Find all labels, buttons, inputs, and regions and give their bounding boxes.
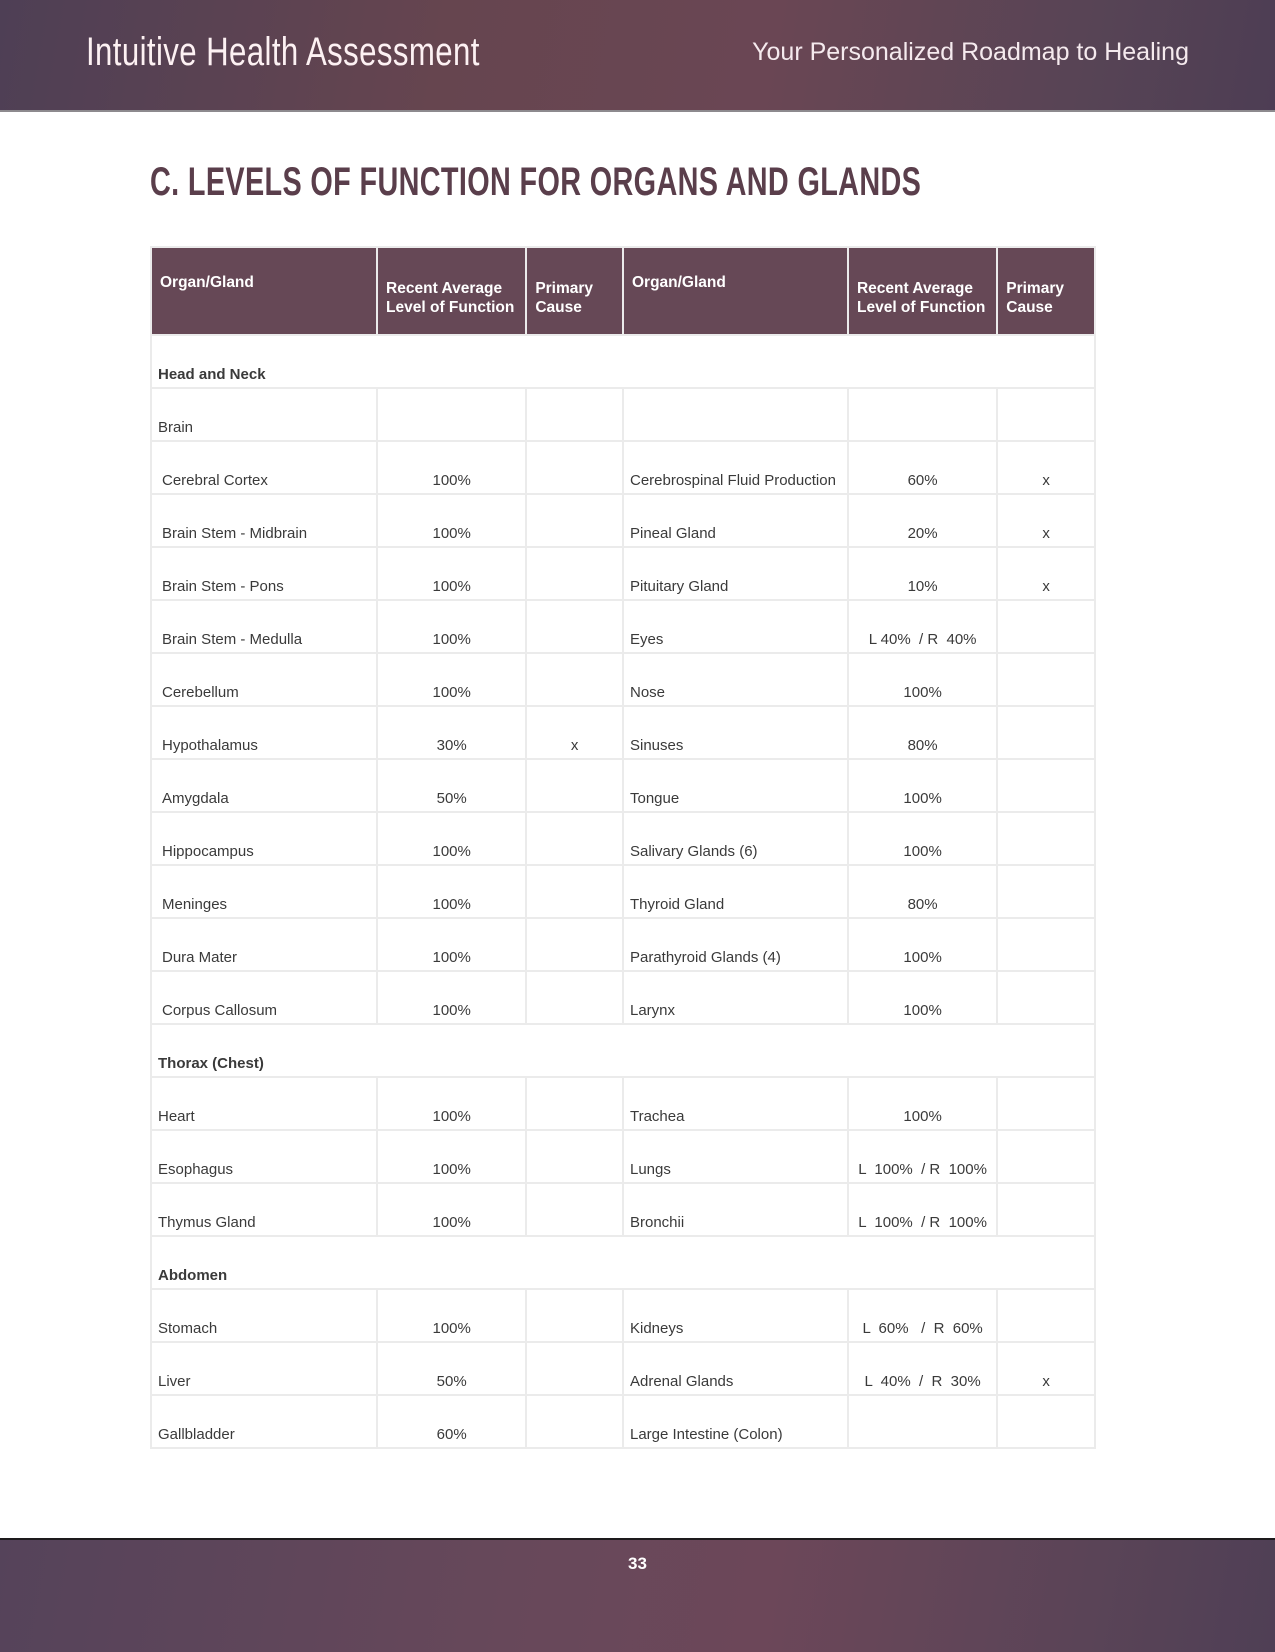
page-number: 33 <box>628 1554 647 1573</box>
page-footer <box>0 1538 1275 1652</box>
primary-cause-cell <box>998 1078 1094 1129</box>
function-level-cell: 100% <box>378 1131 525 1182</box>
function-level-cell: 10% <box>849 548 996 599</box>
function-level-cell: 100% <box>849 1078 996 1129</box>
organ-name-cell: Nose <box>624 654 847 705</box>
organ-name-cell: Larynx <box>624 972 847 1023</box>
function-level-cell: L 60% / R 60% <box>849 1290 996 1341</box>
organ-name-cell: Kidneys <box>624 1290 847 1341</box>
function-level-cell <box>849 1396 996 1447</box>
primary-cause-cell <box>998 1184 1094 1235</box>
organ-name-cell: Stomach <box>152 1290 376 1341</box>
primary-cause-cell <box>527 1078 622 1129</box>
primary-cause-cell <box>998 866 1094 917</box>
organ-name-cell: Esophagus <box>152 1131 376 1182</box>
col-header-level: Recent Average Level of Function <box>378 248 525 334</box>
primary-cause-cell <box>998 760 1094 811</box>
organ-name-cell: Tongue <box>624 760 847 811</box>
primary-cause-cell <box>527 760 622 811</box>
function-level-cell: L 40% / R 40% <box>849 601 996 652</box>
empty-cell <box>849 389 996 440</box>
primary-cause-cell <box>527 1396 622 1447</box>
table-header-row <box>152 248 1094 334</box>
organ-name-cell: Sinuses <box>624 707 847 758</box>
primary-cause-cell <box>527 1343 622 1394</box>
organ-name-cell: Parathyroid Glands (4) <box>624 919 847 970</box>
organ-name-cell: Brain Stem - Pons <box>152 548 376 599</box>
organ-name-cell: Brain Stem - Medulla <box>152 601 376 652</box>
empty-cell <box>378 389 525 440</box>
subsection-row-brain <box>152 389 1094 440</box>
primary-cause-cell: x <box>998 1343 1094 1394</box>
empty-cell <box>624 389 847 440</box>
table-row <box>152 601 1094 652</box>
function-level-cell: 100% <box>849 654 996 705</box>
table-row <box>152 1343 1094 1394</box>
organ-name-cell: Salivary Glands (6) <box>624 813 847 864</box>
primary-cause-cell <box>998 1396 1094 1447</box>
function-level-cell: 100% <box>849 972 996 1023</box>
col-header-level-2: Recent Average Level of Function <box>849 248 996 334</box>
function-level-cell: 100% <box>378 813 525 864</box>
primary-cause-cell <box>527 813 622 864</box>
col-header-organ-2: Organ/Gland <box>624 248 847 334</box>
table-row <box>152 1396 1094 1447</box>
organ-name-cell: Cerebral Cortex <box>152 442 376 493</box>
document-title: Intuitive Health Assessment <box>86 30 480 74</box>
primary-cause-cell <box>998 919 1094 970</box>
section-row-thorax <box>152 1025 1094 1076</box>
primary-cause-cell <box>527 866 622 917</box>
document-subtitle: Your Personalized Roadmap to Healing <box>752 38 1189 66</box>
function-level-cell: 100% <box>849 919 996 970</box>
primary-cause-cell <box>998 654 1094 705</box>
table-row <box>152 1290 1094 1341</box>
table-row <box>152 972 1094 1023</box>
organ-name-cell: Meninges <box>152 866 376 917</box>
function-level-cell: 100% <box>378 919 525 970</box>
function-level-cell: 100% <box>378 1184 525 1235</box>
organ-name-cell: Brain Stem - Midbrain <box>152 495 376 546</box>
primary-cause-cell <box>527 972 622 1023</box>
function-level-cell: 30% <box>378 707 525 758</box>
organ-name-cell: Hippocampus <box>152 813 376 864</box>
function-level-cell: 80% <box>849 866 996 917</box>
empty-cell <box>527 389 622 440</box>
function-level-cell: L 100% / R 100% <box>849 1184 996 1235</box>
function-level-cell: 100% <box>378 1290 525 1341</box>
organ-name-cell: Pituitary Gland <box>624 548 847 599</box>
function-level-cell: 100% <box>378 601 525 652</box>
table-row <box>152 442 1094 493</box>
organ-name-cell: Pineal Gland <box>624 495 847 546</box>
table-row <box>152 707 1094 758</box>
organ-name-cell: Cerebrospinal Fluid Production <box>624 442 847 493</box>
primary-cause-cell <box>998 972 1094 1023</box>
table-row <box>152 919 1094 970</box>
organ-name-cell: Bronchii <box>624 1184 847 1235</box>
page-header <box>0 0 1275 112</box>
function-level-cell: 100% <box>378 654 525 705</box>
table-row <box>152 1131 1094 1182</box>
primary-cause-cell <box>527 1131 622 1182</box>
organ-name-cell: Corpus Callosum <box>152 972 376 1023</box>
primary-cause-cell <box>998 813 1094 864</box>
organ-name-cell: Liver <box>152 1343 376 1394</box>
subsection-label-brain: Brain <box>152 389 376 440</box>
col-header-organ: Organ/Gland <box>152 248 376 334</box>
function-level-cell: 100% <box>378 866 525 917</box>
section-row-abdomen <box>152 1237 1094 1288</box>
function-level-cell: 20% <box>849 495 996 546</box>
organ-name-cell: Large Intestine (Colon) <box>624 1396 847 1447</box>
function-level-cell: L 100% / R 100% <box>849 1131 996 1182</box>
primary-cause-cell: x <box>998 495 1094 546</box>
primary-cause-cell: x <box>998 442 1094 493</box>
primary-cause-cell <box>527 1290 622 1341</box>
section-label-abdomen: Abdomen <box>152 1237 1094 1288</box>
col-header-cause: Primary Cause <box>527 248 622 334</box>
function-level-cell: 100% <box>378 972 525 1023</box>
primary-cause-cell <box>527 442 622 493</box>
function-level-cell: 100% <box>849 813 996 864</box>
primary-cause-cell <box>527 1184 622 1235</box>
function-level-cell: 50% <box>378 760 525 811</box>
col-header-cause-2: Primary Cause <box>998 248 1094 334</box>
function-level-cell: 100% <box>378 1078 525 1129</box>
organ-name-cell: Dura Mater <box>152 919 376 970</box>
section-title: C. LEVELS OF FUNCTION FOR ORGANS AND GLANDS <box>150 160 922 204</box>
organ-name-cell: Lungs <box>624 1131 847 1182</box>
primary-cause-cell: x <box>527 707 622 758</box>
function-level-cell: 100% <box>849 760 996 811</box>
function-level-cell: 60% <box>849 442 996 493</box>
table-row <box>152 760 1094 811</box>
organ-name-cell: Thyroid Gland <box>624 866 847 917</box>
function-level-cell: 100% <box>378 442 525 493</box>
primary-cause-cell: x <box>998 548 1094 599</box>
primary-cause-cell <box>998 1131 1094 1182</box>
organ-name-cell: Heart <box>152 1078 376 1129</box>
organ-name-cell: Amygdala <box>152 760 376 811</box>
section-label-thorax: Thorax (Chest) <box>152 1025 1094 1076</box>
function-level-cell: 60% <box>378 1396 525 1447</box>
table-row <box>152 548 1094 599</box>
primary-cause-cell <box>527 654 622 705</box>
function-level-cell: 100% <box>378 548 525 599</box>
organ-function-table <box>150 246 1096 1449</box>
table-row <box>152 866 1094 917</box>
table-row <box>152 813 1094 864</box>
function-level-cell: 100% <box>378 495 525 546</box>
table-row <box>152 654 1094 705</box>
organ-name-cell: Gallbladder <box>152 1396 376 1447</box>
organ-name-cell: Hypothalamus <box>152 707 376 758</box>
organ-name-cell: Thymus Gland <box>152 1184 376 1235</box>
section-row-head-neck <box>152 336 1094 387</box>
primary-cause-cell <box>527 495 622 546</box>
table-row <box>152 1184 1094 1235</box>
empty-cell <box>998 389 1094 440</box>
organ-name-cell: Adrenal Glands <box>624 1343 847 1394</box>
function-level-cell: 50% <box>378 1343 525 1394</box>
table-row <box>152 1078 1094 1129</box>
table-row <box>152 495 1094 546</box>
primary-cause-cell <box>527 919 622 970</box>
primary-cause-cell <box>527 601 622 652</box>
primary-cause-cell <box>998 601 1094 652</box>
primary-cause-cell <box>527 548 622 599</box>
primary-cause-cell <box>998 1290 1094 1341</box>
organ-name-cell: Eyes <box>624 601 847 652</box>
function-level-cell: L 40% / R 30% <box>849 1343 996 1394</box>
organ-name-cell: Cerebellum <box>152 654 376 705</box>
primary-cause-cell <box>998 707 1094 758</box>
function-level-cell: 80% <box>849 707 996 758</box>
section-label-head-neck: Head and Neck <box>152 336 1094 387</box>
organ-name-cell: Trachea <box>624 1078 847 1129</box>
